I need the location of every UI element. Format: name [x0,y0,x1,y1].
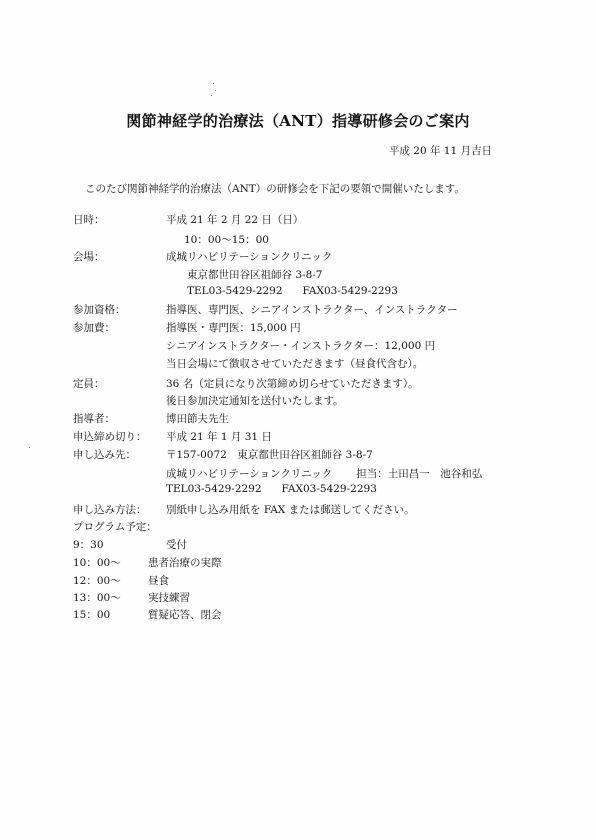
document-title: 関節神経学的治療法（ANT）指導研修会のご案内 [126,112,470,130]
scan-speck [29,447,30,448]
apply-method-label: 申し込み方法： [73,504,147,516]
venue-name: 成城リハビリテーションクリニック [166,251,333,263]
program-time: 13：00〜 [73,592,121,604]
program-time: 10：00〜 [73,557,121,569]
deadline-label: 申込締め切り： [73,431,147,443]
program-label: プログラム予定： [73,521,157,533]
venue-tel: TEL03-5429-2292 [187,285,283,297]
schedule-date: 平成 21 年 2 月 22 日（日） [166,214,304,226]
program-desc: 昼食 [148,575,169,587]
program-time: 15：00 [73,609,111,621]
venue-fax: FAX03-5429-2293 [302,285,398,297]
fee-line-2: シニアインストラクター・インストラクター：12,000 円 [166,340,436,352]
deadline-value: 平成 21 年 1 月 31 日 [166,431,272,443]
program-time: 9：30 [73,539,104,551]
instructor-label: 指導者： [73,413,115,425]
program-time: 12：00〜 [73,575,121,587]
issue-date: 平成 20 年 11 月吉日 [388,145,492,157]
apply-to-address: 〒157-0072 東京都世田谷区祖師谷 3-8-7 [166,449,373,461]
apply-to-clinic: 成城リハビリテーションクリニック [166,468,333,480]
capacity-line-2: 後日参加決定通知を送付いたします。 [166,395,344,407]
scan-speck [213,83,214,84]
apply-to-contact [166,483,377,495]
capacity-label: 定員： [73,378,105,390]
scan-speck [215,90,216,91]
fee-label: 参加費： [73,322,115,334]
schedule-time: 10：00〜15：00 [184,234,269,246]
fee-line-1: 指導医・専門医：15,000 円 [166,322,301,334]
program-desc: 実技練習 [148,592,190,604]
instructor-value: 博田節夫先生 [166,413,229,425]
program-desc: 患者治療の実際 [148,557,222,569]
venue-address: 東京都世田谷区祖師谷 3-8-7 [187,269,323,281]
fee-line-3: 当日会場にて徴収させていただきます（昼食代含む）。 [166,358,424,370]
apply-to-clinic-line [166,466,482,481]
apply-method-value: 別紙申し込み用紙を FAX または郵送してください。 [166,504,415,516]
program-desc: 受付 [166,539,187,551]
apply-to-tel: TEL03-5429-2292 [166,483,262,495]
schedule-label: 日時： [73,214,105,226]
venue-label: 会場： [73,251,105,263]
scan-speck [211,95,212,96]
intro-text: このたび関節神経学的治療法（ANT）の研修会を下記の要領で開催いたします。 [85,183,465,195]
eligibility-label: 参加資格： [73,304,126,316]
apply-to-label: 申し込み先： [73,449,136,461]
apply-to-staff: 担当：土田昌一 池谷和弘 [356,468,483,480]
program-desc: 質疑応答、閉会 [148,609,222,621]
capacity-line-1: 36 名（定員になり次第締め切らせていただきます）。 [166,378,419,390]
apply-to-fax: FAX03-5429-2293 [281,483,377,495]
venue-contact [187,285,398,297]
eligibility-value: 指導医、専門医、シニアインストラクター、インストラクター [166,304,458,316]
